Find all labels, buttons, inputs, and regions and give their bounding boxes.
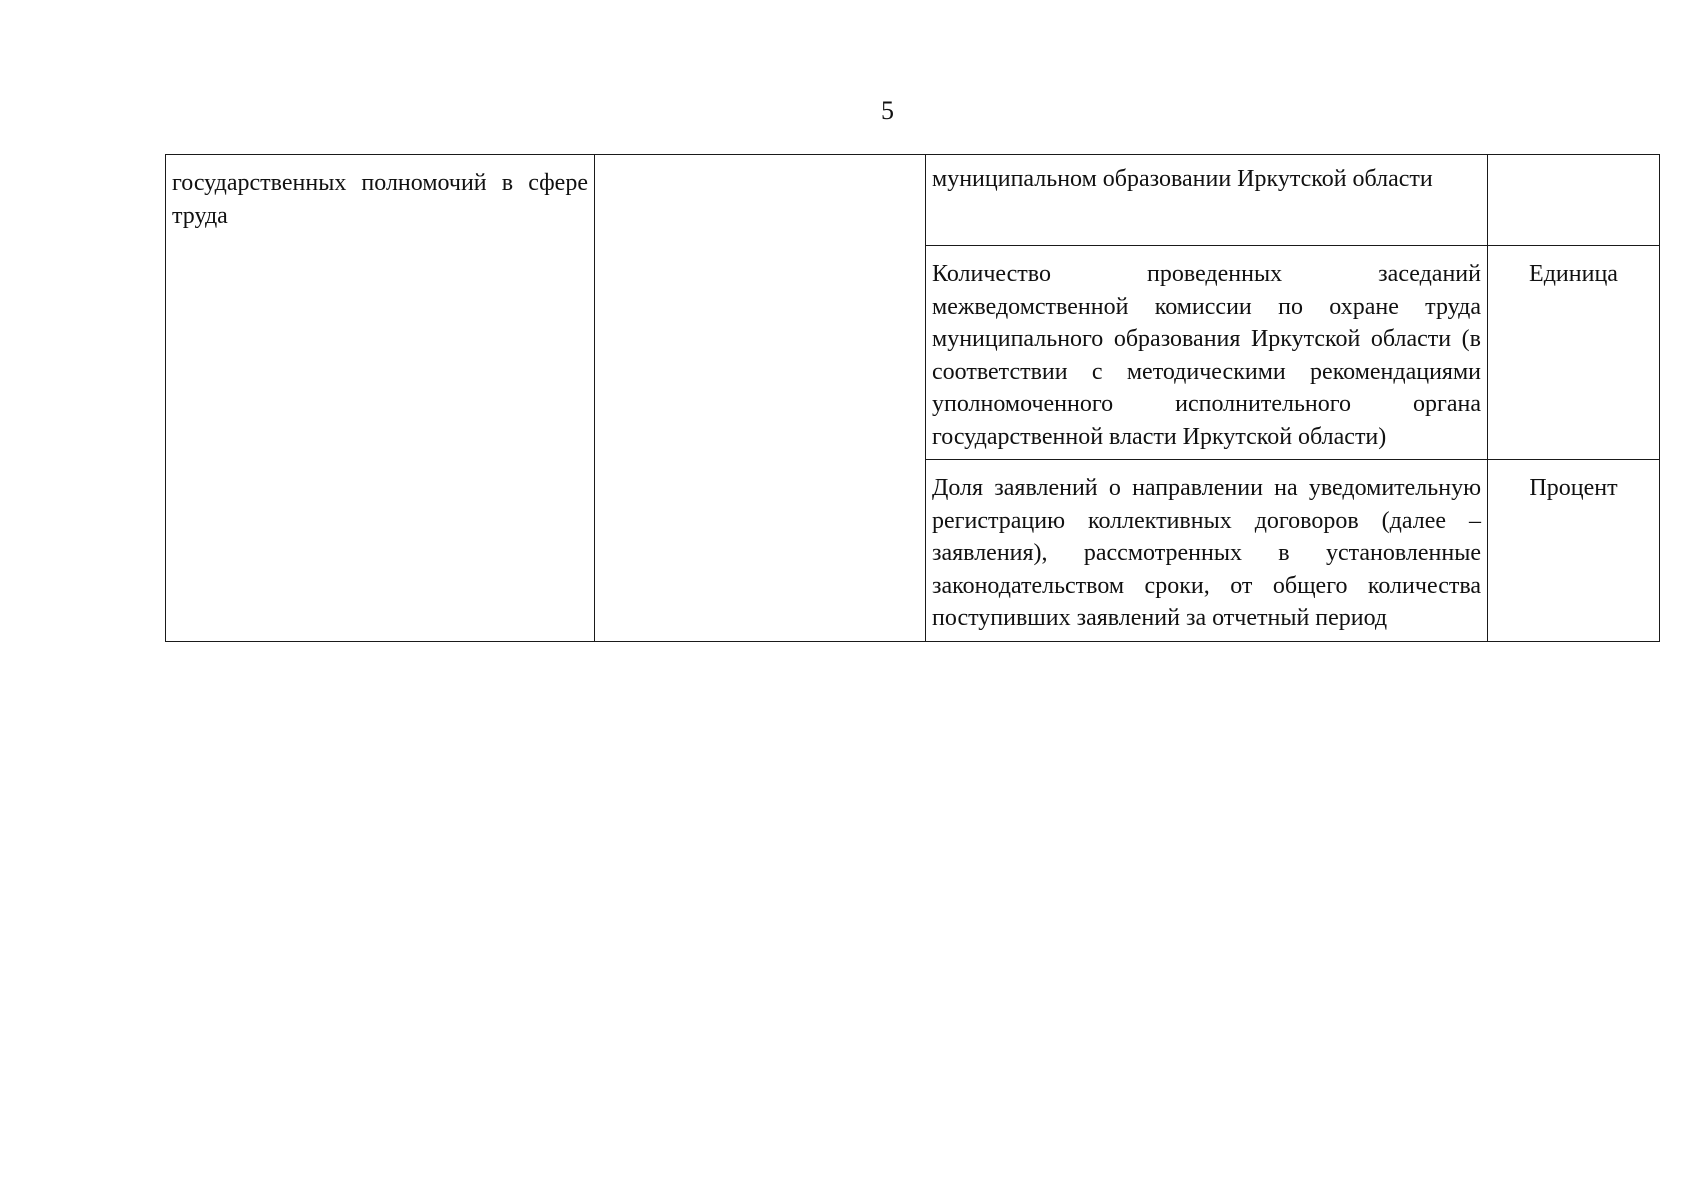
page-number: 5	[881, 96, 894, 125]
indicator-cell: муниципальном образовании Иркутской области	[926, 155, 1488, 246]
document-table	[165, 154, 1660, 642]
unit-cell: Процент	[1488, 460, 1660, 642]
unit-cell: Единица	[1488, 246, 1660, 460]
authority-description-cell: государственных полномочий в сфере труда	[166, 155, 595, 642]
table-row	[166, 155, 1660, 246]
unit-cell	[1488, 155, 1660, 246]
indicator-cell: Доля заявлений о направлении на уведомительную регистрацию коллективных договоров (далее – заявления), рассмотренных в установленные законодательством сроки, от общего количества поступивших заявлений за отчетный период	[926, 460, 1488, 642]
empty-cell	[595, 155, 926, 642]
indicator-cell: Количество проведенных заседаний межведомственной комиссии по охране труда муниципального образования Иркутской области (в соответствии с методическими рекомендациями уполномоченного исполнительного органа государственной власти Иркутской области)	[926, 246, 1488, 460]
